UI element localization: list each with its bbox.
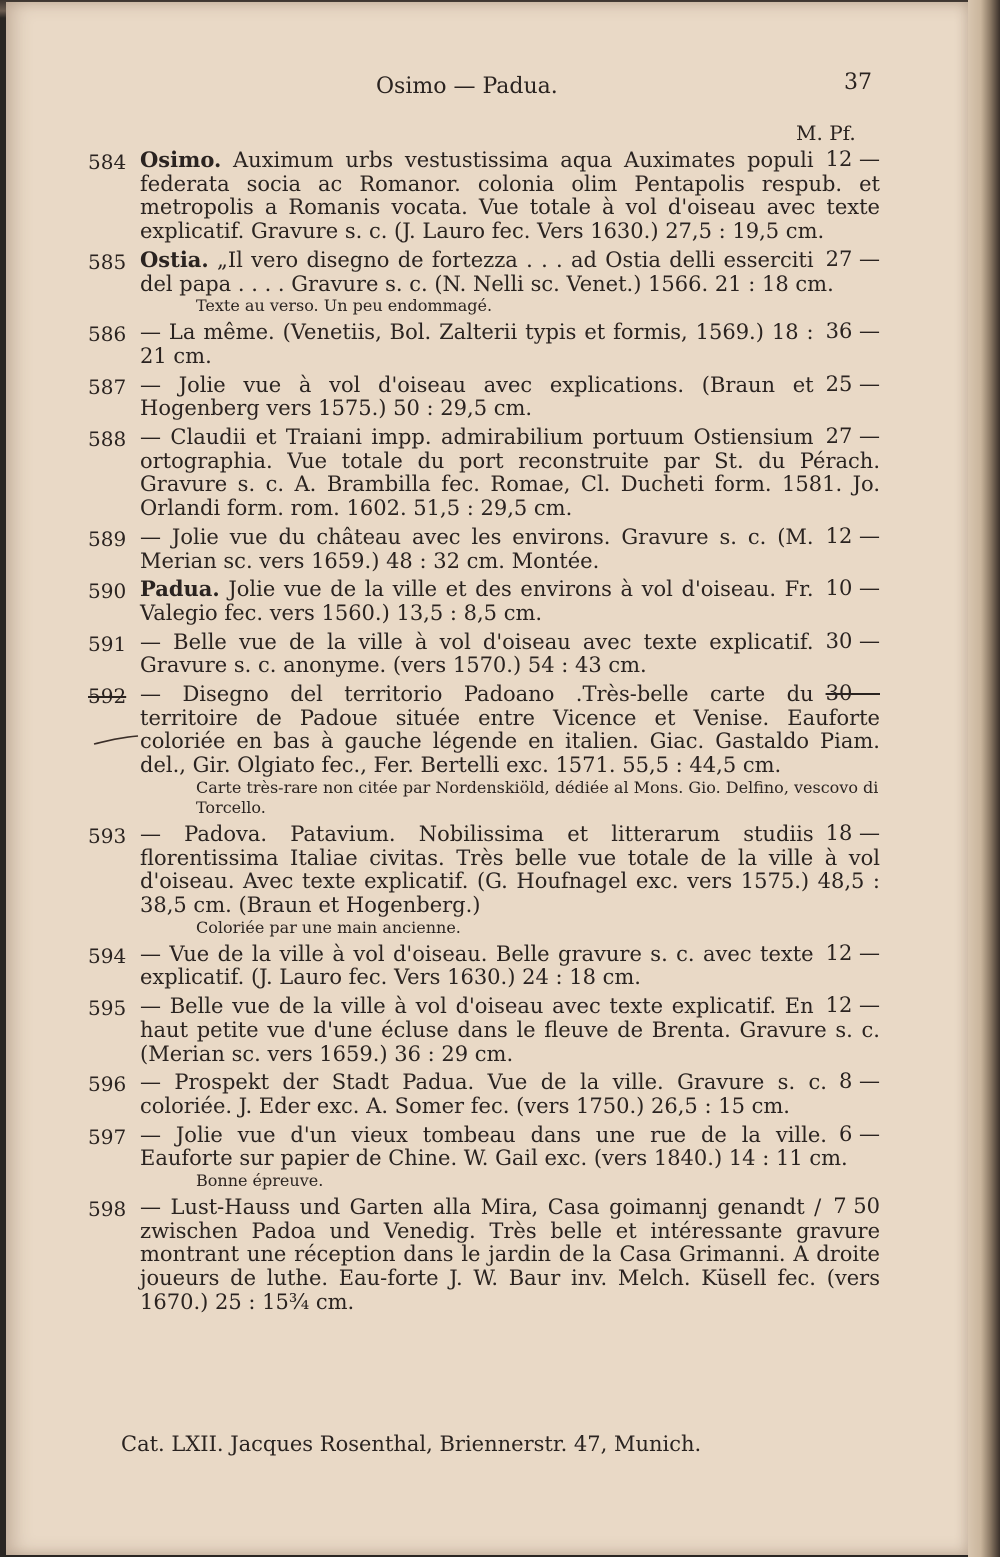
entry-text bbox=[140, 425, 880, 521]
entry-body: — Claudii et Traiani impp. admirabilium portuum Ostiensium ortographia. Vue totale du port reconstruite par St. du Pérach. Gravure s. c. A. Brambilla fec. Romae, Cl. Ducheti form. 1581. Jo. Orlandi form. rom. 1602. 51,5 : 29,5 cm. bbox=[140, 425, 880, 521]
entry-price: 36 — bbox=[825, 319, 880, 344]
entry-body: — Vue de la ville à vol d'oiseau. Belle gravure s. c. avec texte explicatif. (J. Lauro fec. Vers 1630.) 24 : 18 cm. bbox=[140, 941, 814, 990]
entry-number: 592 bbox=[88, 684, 127, 709]
entry-heading: Ostia. bbox=[140, 246, 209, 272]
entry-text bbox=[140, 822, 880, 918]
entry-number: 596 bbox=[88, 1072, 127, 1097]
entry-body: — Belle vue de la ville à vol d'oiseau avec texte explicatif. Gravure s. c. anonyme. (vers 1570.) 54 : 43 cm. bbox=[140, 629, 814, 678]
price-column-header: M. Pf. bbox=[796, 121, 856, 145]
entry-text bbox=[140, 942, 880, 990]
entry-text bbox=[140, 630, 880, 678]
entry-text bbox=[140, 994, 880, 1066]
entry-price: 25 — bbox=[825, 371, 880, 396]
entry-number: 590 bbox=[88, 579, 127, 604]
entry-heading: Padua. bbox=[140, 576, 220, 602]
catalog-entry bbox=[6, 248, 968, 316]
entry-text bbox=[140, 148, 880, 244]
catalog-entry bbox=[6, 630, 968, 678]
entry-body: — Jolie vue à vol d'oiseau avec explications. (Braun et Hogenberg vers 1575.) 50 : 29,5 cm. bbox=[140, 372, 814, 421]
entry-text bbox=[140, 248, 880, 296]
entry-number: 597 bbox=[88, 1124, 127, 1149]
catalog-entry bbox=[6, 822, 968, 938]
catalog-footer: Cat. LXII. Jacques Rosenthal, Briennerstr. 47, Munich. bbox=[121, 1432, 702, 1456]
entry-text bbox=[140, 373, 880, 421]
entry-text bbox=[140, 320, 880, 368]
entry-number: 598 bbox=[88, 1197, 127, 1222]
running-header bbox=[6, 70, 968, 104]
entry-price: 12 — bbox=[825, 147, 880, 171]
entry-number: 595 bbox=[88, 996, 127, 1021]
entry-body: Jolie vue de la ville et des environs à vol d'oiseau. Fr. Valegio fec. vers 1560.) 13,5 : 8,5 cm. bbox=[140, 577, 814, 625]
catalog-page bbox=[6, 2, 968, 1555]
entry-note: Bonne épreuve. bbox=[196, 1171, 324, 1191]
catalog-entry bbox=[6, 942, 968, 990]
entry-body: — Disegno del territorio Padoano .Très-belle carte du territoire de Padoue située entre Vicence et Venise. Eauforte coloriée en bas à gauche légende en italien. Giac. Gastaldo Piam. del., Gir. Olgiato fec., Fer. Bertelli exc. 1571. 55,5 : 44,5 cm. bbox=[140, 682, 880, 778]
entry-number: 584 bbox=[88, 150, 127, 174]
entry-price: 27 — bbox=[825, 246, 880, 271]
entry-number: 593 bbox=[88, 823, 127, 848]
entry-body: Auximum urbs vestustissima aqua Auximates populi federata socia ac Romanor. colonia olim Pentapolis respub. et metropolis a Romanis vocata. Vue totale à vol d'oiseau avec texte explicatif. Gravure s. c. (J. Lauro fec. Vers 1630.) 27,5 : 19,5 cm. bbox=[140, 148, 880, 244]
entry-number: 588 bbox=[88, 427, 127, 452]
catalog-entry bbox=[6, 525, 968, 573]
entry-price: 7 50 bbox=[833, 1194, 880, 1219]
entry-number: 585 bbox=[88, 249, 127, 274]
entry-text bbox=[140, 1195, 880, 1315]
entry-number: 594 bbox=[88, 943, 127, 968]
page-title: Osimo — Padua. bbox=[376, 74, 558, 99]
entry-price: 8 — bbox=[838, 1069, 880, 1094]
entry-price: 12 — bbox=[825, 940, 880, 965]
entry-text bbox=[140, 1070, 880, 1118]
catalog-entry bbox=[6, 1195, 968, 1315]
book-edge-right bbox=[968, 0, 1000, 1557]
entry-list bbox=[6, 148, 968, 1319]
catalog-entry bbox=[6, 148, 968, 244]
catalog-entry bbox=[6, 1123, 968, 1191]
entry-body: — Padova. Patavium. Nobilissima et litterarum studiis florentissima Italiae civitas. Très belle vue totale de la ville à vol d'oiseau. Avec texte explicatif. (G. Houfnagel exc. vers 1575.) 48,5 : 38,5 cm. (Braun et Hogenberg.) bbox=[140, 821, 880, 917]
entry-text bbox=[140, 1123, 880, 1171]
entry-heading: Osimo. bbox=[140, 147, 222, 172]
entry-body: — La même. (Venetiis, Bol. Zalterii typis et formis, 1569.) 18 : 21 cm. bbox=[140, 320, 814, 368]
catalog-entry bbox=[6, 373, 968, 421]
catalog-entry bbox=[6, 425, 968, 521]
entry-price: 6 — bbox=[838, 1121, 880, 1146]
entry-note: Carte très-rare non citée par Nordenskiöld, dédiée al Mons. Gio. Delfino, vescovo di Torcello. bbox=[196, 777, 879, 817]
entry-note: Coloriée par une main ancienne. bbox=[196, 917, 461, 937]
catalog-entry bbox=[6, 994, 968, 1066]
entry-price: 10 — bbox=[825, 576, 880, 601]
entry-note: Texte au verso. Un peu endommagé. bbox=[196, 296, 493, 316]
entry-body: — Jolie vue d'un vieux tombeau dans une rue de la ville. Eauforte sur papier de Chine. W. Gail exc. (vers 1840.) 14 : 11 cm. bbox=[140, 1122, 848, 1171]
catalog-entry bbox=[6, 1070, 968, 1118]
entry-body: — Belle vue de la ville à vol d'oiseau avec texte explicatif. En haut petite vue d'une écluse dans le fleuve de Brenta. Gravure s. c. (Merian sc. vers 1659.) 36 : 29 cm. bbox=[140, 994, 880, 1066]
entry-body: — Jolie vue du château avec les environs. Gravure s. c. (M. Merian sc. vers 1659.) 48 : 32 cm. Montée. bbox=[140, 524, 814, 573]
entry-text bbox=[140, 682, 880, 778]
entry-price: 27 — bbox=[825, 424, 880, 449]
entry-number: 589 bbox=[88, 526, 127, 551]
entry-price: 18 — bbox=[825, 820, 880, 845]
catalog-entry bbox=[6, 682, 968, 818]
entry-price: 12 — bbox=[825, 523, 880, 548]
entry-body: — Prospekt der Stadt Padua. Vue de la ville. Gravure s. c. coloriée. J. Eder exc. A. Somer fec. (vers 1750.) 26,5 : 15 cm. bbox=[140, 1070, 827, 1118]
entry-number: 591 bbox=[88, 631, 127, 656]
catalog-entry bbox=[6, 577, 968, 625]
entry-body: — Lust-Hauss und Garten alla Mira, Casa goimannj genandt / zwischen Padoa und Venedig. Très belle et intéressante gravure montrant une réception dans le jardin de la Casa Grimanni. A droite joueurs de luthe. Eau-forte J. W. Baur inv. Melch. Küsell fec. (vers 1670.) 25 : 15¾ cm. bbox=[140, 1195, 880, 1314]
entry-price: 12 — bbox=[825, 993, 880, 1018]
entry-price: 30 — bbox=[825, 681, 880, 706]
entry-text bbox=[140, 577, 880, 625]
page-number: 37 bbox=[844, 70, 872, 95]
entry-number: 586 bbox=[88, 322, 127, 347]
entry-body: „Il vero disegno de fortezza . . . ad Ostia delli esserciti del papa . . . . Gravure s. c. (N. Nelli sc. Venet.) 1566. 21 : 18 cm. bbox=[140, 247, 834, 296]
entry-number: 587 bbox=[88, 374, 127, 399]
catalog-entry bbox=[6, 320, 968, 368]
entry-price: 30 — bbox=[825, 628, 880, 653]
entry-text bbox=[140, 525, 880, 573]
